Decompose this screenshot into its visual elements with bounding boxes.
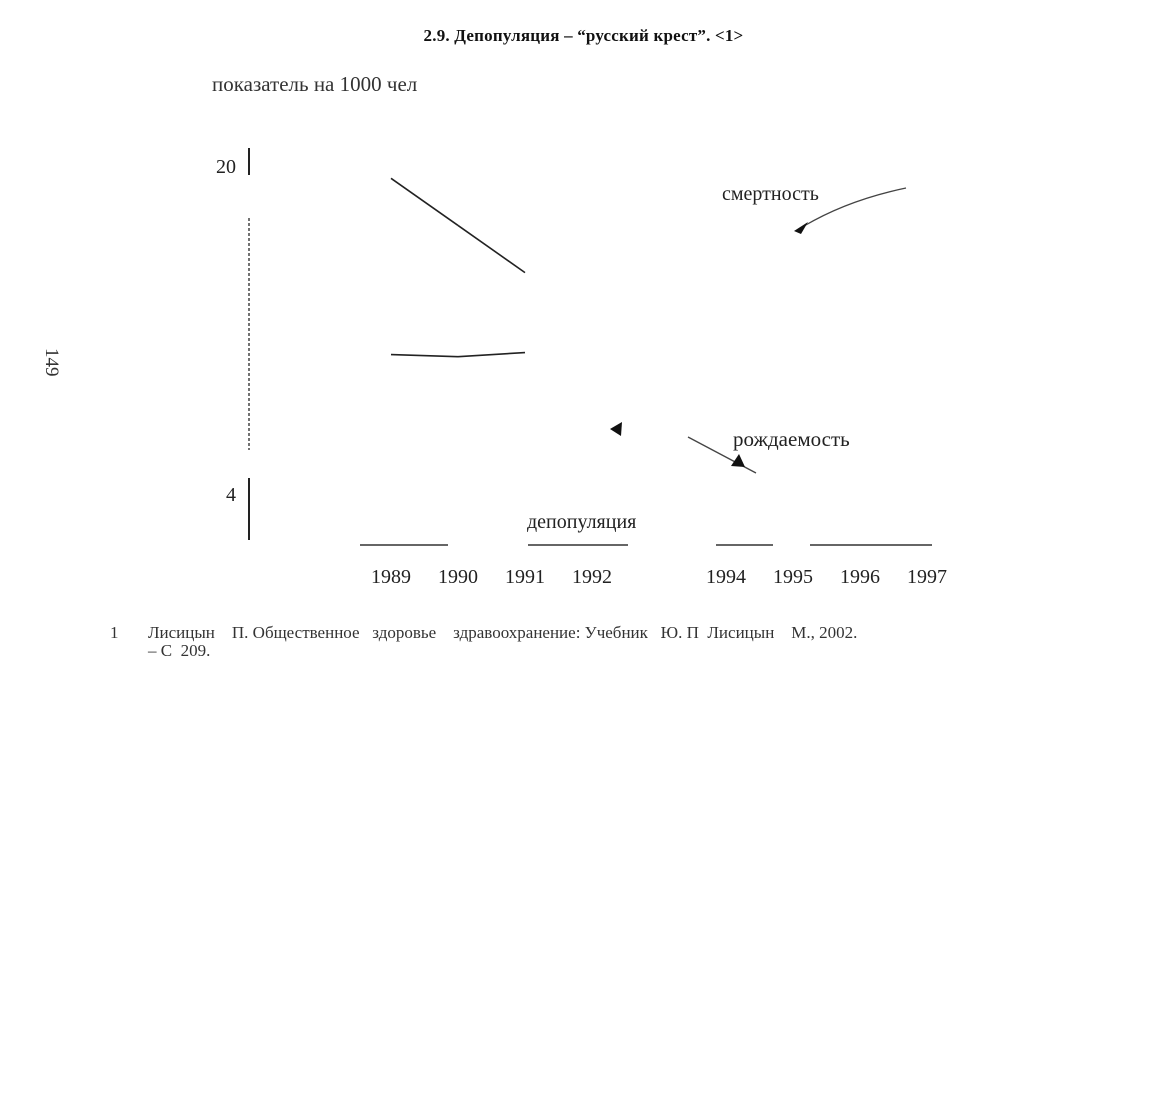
x-tick-label: 1991 <box>505 566 545 588</box>
page-title: 2.9. Депопуляция – “русский крест”. <1> <box>423 26 744 45</box>
page-number: 149 <box>41 348 62 377</box>
mortality-arrowhead <box>794 222 808 234</box>
y-axis-title: показатель на 1000 чел <box>212 72 418 96</box>
series-0-segment <box>458 225 525 272</box>
mortality-arrow-line <box>804 188 906 226</box>
y-tick-label: 20 <box>216 156 236 178</box>
footnote-text: Лисицын П. Общественное здоровье здравоохранение: Учебник Ю. П Лисицын М., 2002. – С 209. <box>148 623 858 660</box>
series-1-segment <box>458 353 525 357</box>
x-tick-labels <box>371 566 947 588</box>
annotations <box>527 183 906 533</box>
series-0-segment <box>391 178 458 225</box>
x-tick-label: 1994 <box>706 566 746 588</box>
series-1-segment <box>391 355 458 357</box>
y-ticks <box>216 156 236 506</box>
x-tick-label: 1997 <box>907 566 947 588</box>
mortality-annotation: смертность <box>722 183 819 205</box>
y-tick-label: 4 <box>226 484 236 506</box>
series-lines <box>391 178 525 356</box>
depopulation-annotation: депопуляция <box>527 511 637 533</box>
x-tick-label: 1996 <box>840 566 880 588</box>
footnote-number: 1 <box>110 623 119 642</box>
x-tick-label: 1990 <box>438 566 478 588</box>
arrowhead <box>610 422 622 436</box>
birth-annotation: рождаемость <box>733 427 850 451</box>
x-tick-label: 1989 <box>371 566 411 588</box>
x-tick-label: 1995 <box>773 566 813 588</box>
x-tick-label: 1992 <box>572 566 612 588</box>
